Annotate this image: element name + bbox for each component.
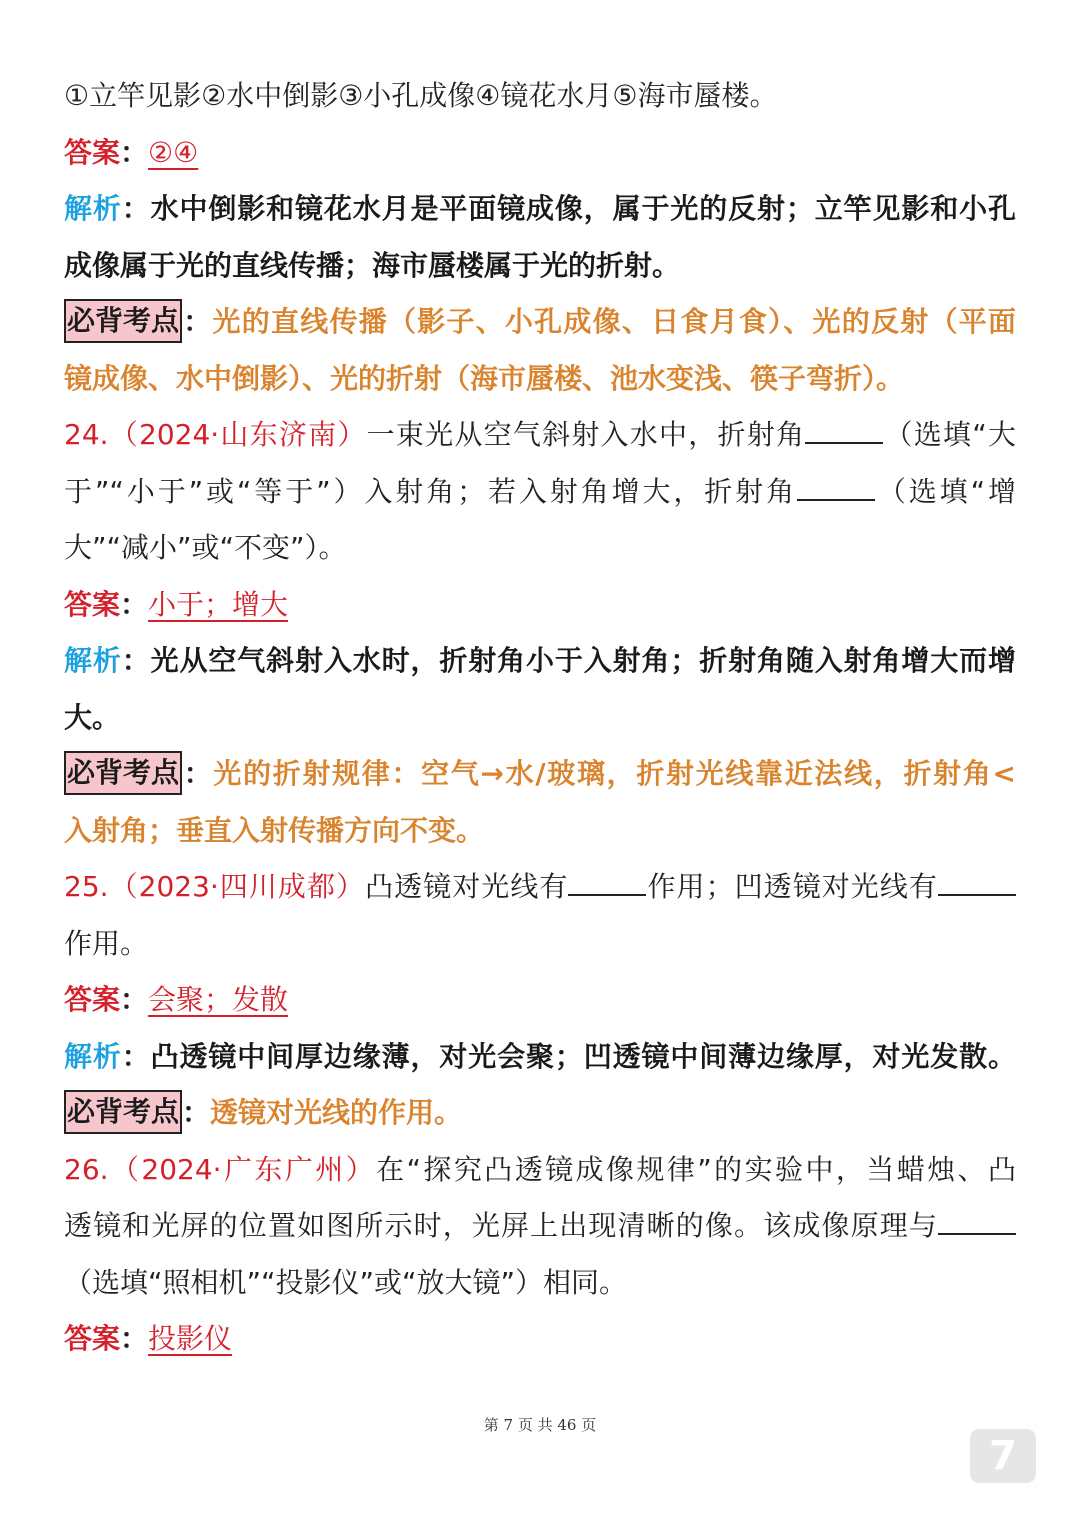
q24-answer-line	[64, 577, 1016, 634]
question-text: 凸透镜对光线有	[365, 870, 569, 903]
colon: ：	[121, 1039, 151, 1073]
answer-label: 答案	[64, 135, 121, 169]
question-number: 25.（2023·四川成都）	[64, 870, 366, 903]
keypoint-text: 入射角；垂直入射传播方向不变。	[64, 813, 485, 847]
q23-answer-line	[64, 125, 1016, 182]
q24-analysis-line-2	[64, 690, 1016, 747]
colon: ：	[120, 135, 149, 169]
question-number: 24.（2024·山东济南）	[64, 418, 367, 451]
question-text: 一束光从空气斜射入水中，折射角	[366, 418, 806, 451]
q26-answer-line	[64, 1311, 1016, 1368]
question-number: 26.（2024·广东广州）	[64, 1152, 377, 1186]
answer-value: 会聚；发散	[148, 983, 289, 1016]
q24-line-2	[64, 464, 1016, 521]
keypoint-label: 必背考点	[64, 299, 182, 343]
analysis-text: 成像属于光的直线传播；海市蜃楼属于光的折射。	[64, 248, 681, 282]
question-text: （选填“大	[883, 418, 1016, 451]
q23-keypoint-line-1	[64, 294, 1016, 351]
colon: ：	[182, 1096, 211, 1129]
colon: ：	[182, 305, 213, 338]
q23-analysis-line-2	[64, 238, 1016, 295]
answer-value: ②④	[148, 135, 199, 169]
q26-line-3: （选填“照相机”“投影仪”或“放大镜”）相同。	[64, 1265, 628, 1299]
q25-line-1	[64, 859, 1016, 916]
q25-keypoint-line	[64, 1085, 1016, 1142]
q24-keypoint-line-2	[64, 803, 1016, 860]
analysis-label: 解析	[64, 644, 122, 677]
answer-label: 答案	[64, 587, 121, 621]
analysis-text: 光从空气斜射入水时，折射角小于入射角；折射角随入射角增大而增	[150, 644, 1016, 677]
q26-line-2	[64, 1198, 1016, 1255]
question-text: 在“探究凸透镜成像规律”的实验中，当蜡烛、凸	[376, 1152, 1016, 1186]
q24-line-1	[64, 407, 1016, 464]
colon: ：	[121, 192, 151, 225]
q24-line-3: 大”“减小”或“不变”）。	[64, 531, 347, 564]
q25-answer-line	[64, 972, 1016, 1029]
keypoint-text: 光的折射规律：空气→水/玻璃，折射光线靠近法线，折射角<	[213, 757, 1016, 790]
keypoint-label: 必背考点	[64, 751, 182, 795]
analysis-label: 解析	[64, 192, 122, 225]
q24-keypoint-line-1	[64, 746, 1016, 803]
answer-value: 投影仪	[148, 1322, 233, 1355]
colon: ：	[182, 757, 214, 790]
answer-label: 答案	[64, 983, 121, 1016]
page-content	[64, 68, 1016, 1368]
fill-blank	[805, 422, 883, 444]
q24-analysis-line-1	[64, 633, 1016, 690]
colon: ：	[120, 983, 149, 1016]
fill-blank	[797, 479, 875, 501]
question-text: 作用；凹透镜对光线有	[646, 870, 938, 903]
keypoint-text: 光的直线传播（影子、小孔成像、日食月食）、光的反射（平面	[212, 305, 1016, 338]
page-footer: 第 7 页 共 46 页	[483, 1416, 597, 1434]
q26-line-1	[64, 1142, 1016, 1199]
keypoint-label: 必背考点	[64, 1090, 182, 1134]
question-text: 透镜和光屏的位置如图所示时，光屏上出现清晰的像。该成像原理与	[64, 1209, 938, 1242]
colon: ：	[121, 644, 151, 677]
analysis-text: 大。	[64, 700, 121, 734]
analysis-label: 解析	[64, 1039, 122, 1073]
fill-blank	[568, 874, 646, 896]
question-text: 于”“小于”或“等于”）入射角；若入射角增大，折射角	[64, 474, 797, 508]
analysis-text: 水中倒影和镜花水月是平面镜成像，属于光的反射；立竿见影和小孔	[150, 192, 1016, 225]
fill-blank	[938, 874, 1016, 896]
keypoint-text: 镜成像、水中倒影）、光的折射（海市蜃楼、池水变浅、筷子弯折）。	[64, 361, 905, 395]
keypoint-text: 透镜对光线的作用。	[210, 1096, 463, 1129]
analysis-text: 凸透镜中间厚边缘薄，对光会聚；凹透镜中间薄边缘厚，对光发散。	[150, 1039, 1016, 1073]
colon: ：	[120, 587, 149, 621]
q23-keypoint-line-2	[64, 351, 1016, 408]
q23-options-line: ①立竿见影②水中倒影③小孔成像④镜花水月⑤海市蜃楼。	[64, 79, 778, 112]
question-text: （选填“增	[874, 474, 1016, 508]
q25-line-2: 作用。	[64, 926, 149, 960]
colon: ：	[120, 1322, 149, 1355]
page-number-badge: 7	[970, 1429, 1036, 1483]
fill-blank	[938, 1213, 1016, 1235]
q23-analysis-line-1	[64, 181, 1016, 238]
q25-analysis-line	[64, 1029, 1016, 1086]
answer-value: 小于；增大	[148, 587, 289, 621]
answer-label: 答案	[64, 1322, 121, 1355]
